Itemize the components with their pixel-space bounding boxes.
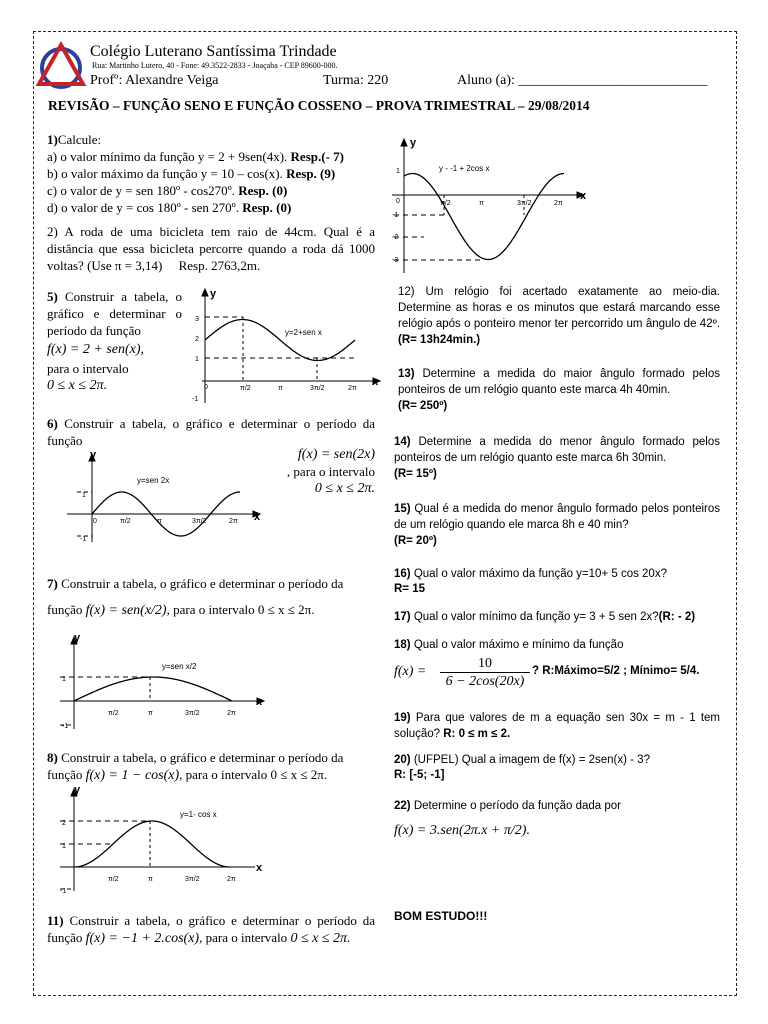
svg-text:π/2: π/2 [240, 385, 251, 392]
svg-text:x: x [580, 190, 587, 202]
function-curve [205, 320, 355, 361]
class-label: Turma: 220 [323, 73, 389, 88]
svg-text:2: 2 [195, 336, 199, 343]
svg-text:y: y [74, 633, 81, 644]
question-7-func: função f(x) = sen(x/2), para o intervalo 0 ≤ x ≤ 2π. [47, 602, 315, 618]
graph-q8 [50, 785, 275, 895]
svg-text:1: 1 [195, 356, 199, 363]
svg-text:π: π [148, 710, 153, 717]
question-18-formula: f(x) = 10 6 − 2cos(20x) ? R:Máximo=5/2 ; Mínimo= 5/4. [394, 656, 700, 689]
question-1: 1)Calcule: a) o valor mínimo da função y = 2 + 9sen(4x). Resp.(- 7) b) o valor máximo da função y = 10 – cos(x). Resp. (9) c) o valor de y = sen 180º - cos270º. Resp. (0) d) o valor de y = cos 180º - sen 270º. Resp. (0) [47, 132, 344, 215]
svg-text:0: 0 [204, 384, 208, 391]
svg-text:π: π [278, 385, 283, 392]
svg-text:-1: -1 [62, 723, 69, 730]
svg-text:0: 0 [396, 198, 400, 205]
svg-text:3π/2: 3π/2 [310, 385, 325, 392]
svg-text:3: 3 [195, 316, 199, 323]
svg-text:x: x [256, 862, 263, 874]
question-11: 11) Construir a tabela, o gráfico e determinar o período da função f(x) = −1 + 2.cos(x), para o intervalo 0 ≤ x ≤ 2π. [47, 913, 376, 946]
svg-text:-2: -2 [392, 234, 399, 241]
svg-text:3π/2: 3π/2 [185, 876, 200, 883]
svg-text:3π/2: 3π/2 [185, 710, 200, 717]
x-axis-label: x [372, 376, 379, 388]
svg-text:2π: 2π [227, 876, 236, 883]
svg-text:x: x [256, 696, 263, 708]
question-22-func: f(x) = 3.sen(2π.x + π/2). [394, 823, 530, 838]
graph-q5 [190, 285, 390, 410]
student-field: Aluno (a): ___________________________ [457, 73, 708, 88]
question-14: 14) Determine a medida do menor ângulo formado pelos ponteiros de um relógio quanto este marca 6h 30min. (R= 15º) [394, 436, 720, 480]
svg-text:1: 1 [62, 676, 66, 683]
question-13: 13) Determine a medida do maior ângulo formado pelos ponteiros de um relógio quanto este marca 4h 40min. (R= 250º) [398, 368, 720, 412]
svg-text:2: 2 [62, 820, 66, 827]
svg-text:1: 1 [62, 843, 66, 850]
question-8-func: função f(x) = 1 − cos(x), para o intervalo 0 ≤ x ≤ 2π. [47, 767, 328, 783]
graph-q7 [50, 633, 275, 733]
svg-text:y: y [90, 450, 97, 461]
svg-text:y=sen 2x: y=sen 2x [137, 476, 170, 485]
graph-q11 [384, 135, 594, 275]
teacher-name: Profº: Alexandre Veiga [90, 73, 219, 88]
curve-label: y=2+sen x [285, 328, 322, 337]
svg-text:2π: 2π [229, 518, 238, 525]
svg-text:0: 0 [93, 518, 97, 525]
graph-q6 [62, 450, 272, 546]
svg-text:x: x [254, 511, 261, 523]
question-7: 7) Construir a tabela, o gráfico e determinar o período da [47, 576, 344, 591]
question-6: 6) Construir a tabela, o gráfico e determinar o período da função [47, 416, 376, 448]
school-name: Colégio Luterano Santíssima Trindade [90, 43, 337, 60]
svg-text:-1: -1 [60, 888, 67, 895]
question-5: 5) Construir a tabela, o gráfico e determinar o período da função f(x) = 2 + sen(x), para o intervalo 0 ≤ x ≤ 2π. [47, 289, 182, 393]
svg-text:π/2: π/2 [120, 518, 131, 525]
svg-text:y=1- cos x: y=1- cos x [180, 810, 217, 819]
question-19: 19) Para que valores de m a equação sen 30x = m - 1 tem solução? R: 0 ≤ m ≤ 2. [394, 712, 720, 740]
question-2: 2) A roda de uma bicicleta tem raio de 44cm. Qual é a distância que essa bicicleta percorre quando a roda dá 1000 voltas? (Use π = 3,14) Resp. 2763,2m. [47, 224, 375, 273]
exam-title: REVISÃO – FUNÇÃO SENO E FUNÇÃO COSSENO – PROVA TRIMESTRAL – 29/08/2014 [48, 98, 590, 113]
school-address: Rua: Martinho Lutero, 40 - Fone: 49.3522-2833 - Joaçaba - CEP 89600-000. [92, 61, 338, 70]
question-17: 17) Qual o valor mínimo da função y= 3 + 5 sen 2x?(R: - 2) [394, 611, 696, 623]
question-12: 12) Um relógio foi acertado exatamente ao meio-dia. Determine as horas e os minutos que estará marcando esse relógio após o ponteiro menor ter percorrido um ângulo de 42º. (R= 13h24min.) [398, 286, 720, 346]
function-curve [74, 677, 232, 701]
question-20: 20) (UFPEL) Qual a imagem de f(x) = 2sen(x) - 3? R: [-5; -1] [394, 754, 650, 781]
svg-text:y: y [74, 785, 81, 796]
svg-text:1: 1 [82, 492, 86, 499]
svg-text:π: π [157, 518, 162, 525]
svg-text:-3: -3 [392, 257, 399, 264]
question-8: 8) Construir a tabela, o gráfico e determinar o período da [47, 750, 344, 765]
svg-text:-1: -1 [80, 536, 87, 543]
question-15: 15) Qual é a medida do menor ângulo formado pelos ponteiros de um relógio quando ele marca 8h e 40 min? (R= 20º) [394, 503, 720, 547]
question-22: 22) Determine o período da função dada por [394, 800, 621, 812]
svg-text:-1: -1 [392, 212, 399, 219]
svg-text:π/2: π/2 [108, 876, 119, 883]
svg-text:-1: -1 [192, 396, 199, 403]
svg-text:y=sen x/2: y=sen x/2 [162, 662, 197, 671]
svg-text:π: π [148, 876, 153, 883]
question-6-func: f(x) = sen(2x) , para o intervalo 0 ≤ x ≤ 2π. [286, 447, 375, 496]
closing-message: BOM ESTUDO!!! [394, 909, 488, 923]
function-curve [404, 174, 564, 260]
svg-text:2π: 2π [348, 385, 357, 392]
school-logo [33, 40, 89, 92]
svg-text:3π/2: 3π/2 [517, 200, 532, 207]
svg-text:2π: 2π [554, 200, 563, 207]
question-18: 18) Qual o valor máximo e mínimo da função [394, 639, 624, 651]
svg-text:y - -1 + 2cos x: y - -1 + 2cos x [439, 164, 490, 173]
svg-text:1: 1 [396, 168, 400, 175]
svg-text:π/2: π/2 [108, 710, 119, 717]
question-16: 16) Qual o valor máximo da função y=10+ 5 cos 20x? R= 15 [394, 568, 667, 595]
svg-text:π/2: π/2 [440, 200, 451, 207]
svg-text:2π: 2π [227, 710, 236, 717]
svg-text:3π/2: 3π/2 [192, 518, 207, 525]
svg-text:y: y [410, 137, 417, 149]
y-axis-label: y [210, 288, 217, 300]
svg-text:π: π [479, 200, 484, 207]
